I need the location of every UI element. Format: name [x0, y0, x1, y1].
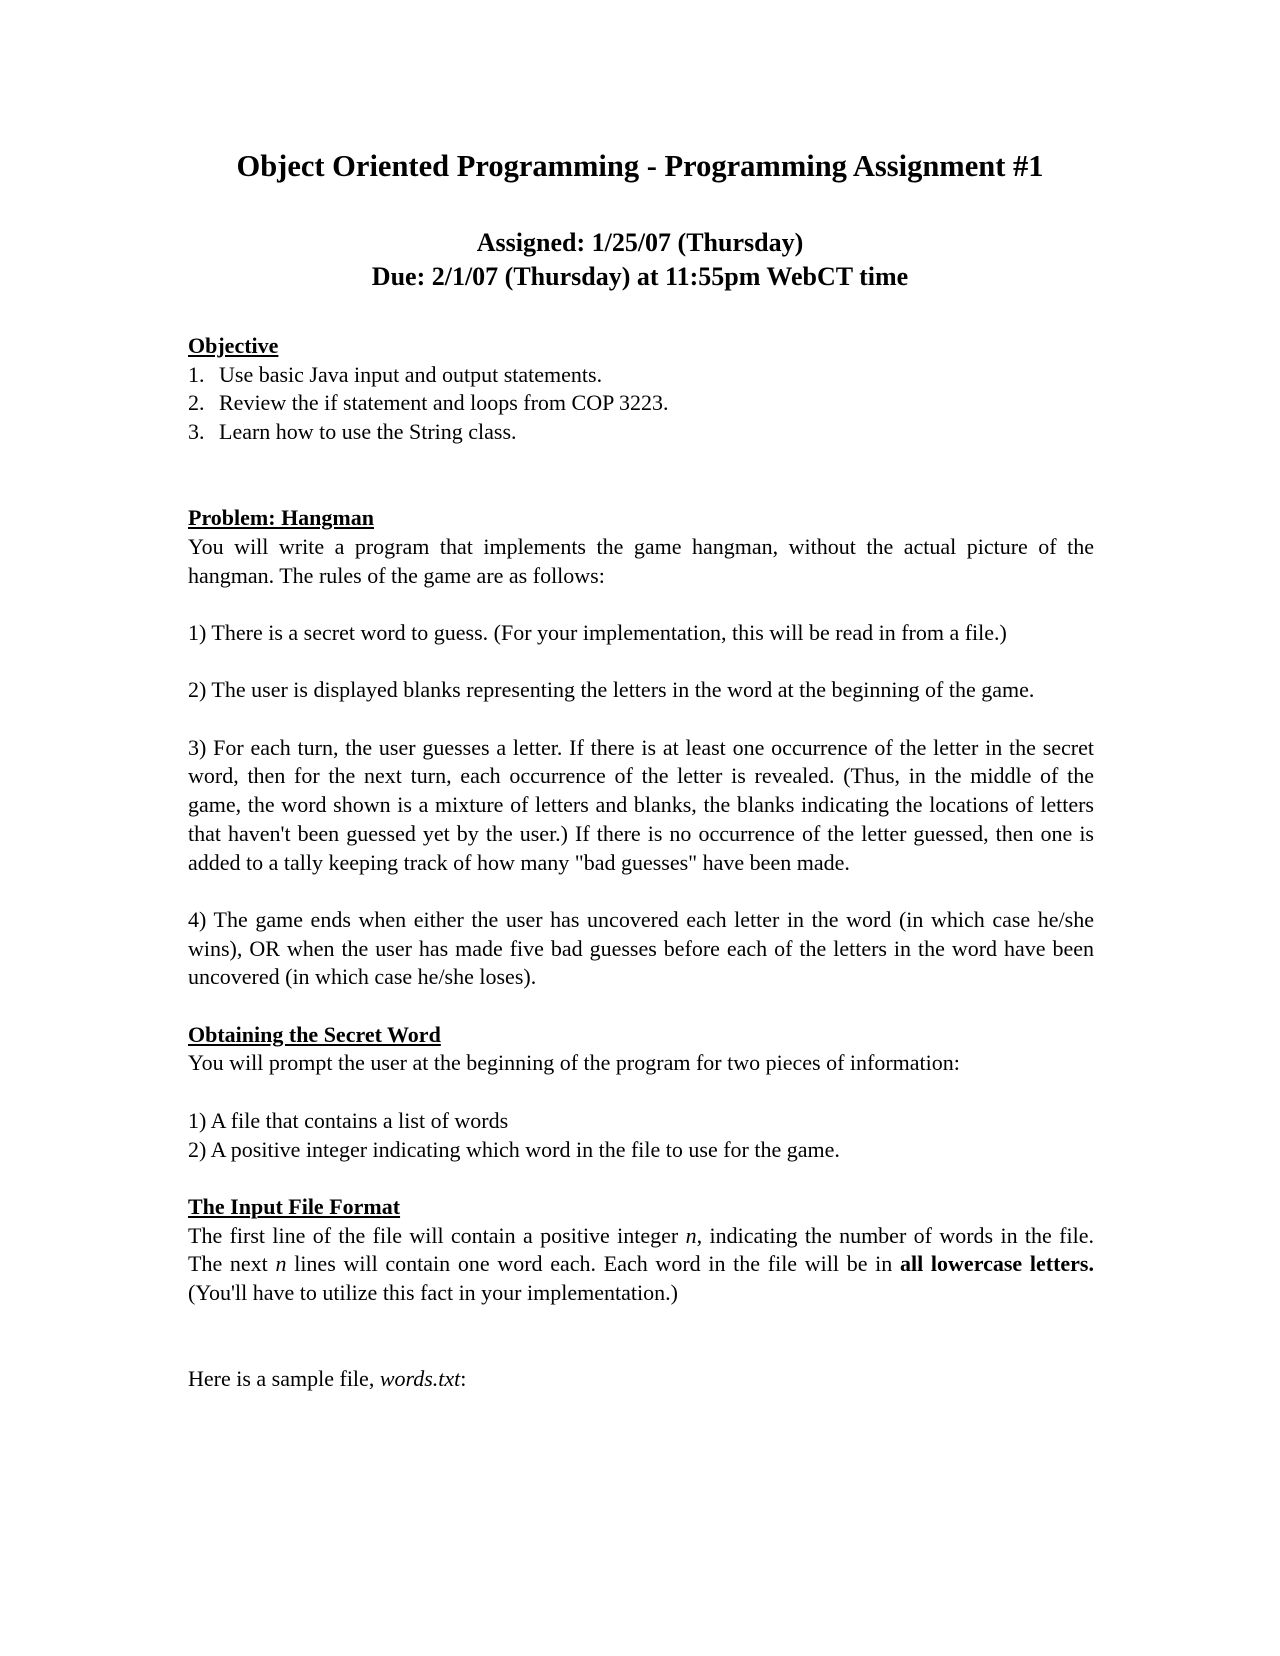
input-format-heading: The Input File Format — [188, 1193, 401, 1219]
objective-item — [188, 418, 1094, 447]
objective-list — [188, 361, 1094, 447]
rule-paragraph: 4) The game ends when either the user has uncovered each letter in the word (in which case he/she wins), OR when the user has made five bad guesses before each of the letters in the word have been uncovered (in which case he/she loses). — [188, 906, 1094, 990]
text-run: : — [460, 1366, 467, 1392]
objective-item-number: 1. — [188, 361, 205, 387]
italic-variable: n — [685, 1222, 697, 1248]
assignment-dates — [0, 226, 1280, 294]
secret-word-heading: Obtaining the Secret Word — [188, 1021, 441, 1047]
rule-paragraph: 1) There is a secret word to guess. (For your implementation, this will be read in from a file.) — [188, 620, 1007, 645]
text-run: lines will contain one word each. Each word in the file will be in — [286, 1251, 900, 1277]
secret-word-item: 1) A file that contains a list of words — [188, 1107, 509, 1133]
problem-heading: Problem: Hangman — [188, 505, 374, 531]
objective-heading: Objective — [188, 333, 279, 358]
objective-item-text: Review the if statement and loops from COP 3223. — [219, 390, 669, 416]
objective-item-text: Learn how to use the String class. — [219, 419, 517, 445]
rule-paragraph: 3) For each turn, the user guesses a letter. If there is at least one occurrence of the letter in the secret word, then for the next turn, each occurrence of the letter is revealed. (Thus, in the middle of the game, the word shown is a mixture of letters and blanks, the blanks indicating the locations of letters that haven't been guessed yet by the user.) If there is no occurrence of the letter guessed, then one is added to a tally keeping track of how many "bad guesses" have been made. — [188, 734, 1094, 875]
objective-item-number: 2. — [188, 390, 205, 416]
italic-variable: n — [275, 1251, 287, 1277]
problem-intro: You will write a program that implements the game hangman, without the actual picture of the hangman. The rules of the game are as follows: — [188, 533, 1094, 588]
assigned-date: Assigned: 1/25/07 (Thursday) — [476, 228, 804, 257]
secret-word-intro: You will prompt the user at the beginning of the program for two pieces of information: — [188, 1050, 960, 1076]
due-date: Due: 2/1/07 (Thursday) at 11:55pm WebCT time — [371, 262, 909, 291]
page-title: Object Oriented Programming - Programming Assignment #1 — [236, 149, 1044, 183]
objective-item — [188, 389, 1094, 418]
bold-emphasis: all lowercase letters. — [900, 1251, 1094, 1277]
text-run: , indicating the number of words in the file. The next — [188, 1222, 1094, 1277]
objective-item-number: 3. — [188, 419, 205, 445]
objective-item-text: Use basic Java input and output statements. — [219, 361, 603, 387]
sample-file-line — [188, 1365, 1094, 1394]
text-run: The first line of the file will contain a positive integer — [188, 1222, 686, 1248]
sample-file-name: words.txt — [379, 1366, 461, 1392]
text-run: Here is a sample file, — [188, 1366, 380, 1392]
secret-word-item: 2) A positive integer indicating which word in the file to use for the game. — [188, 1136, 840, 1162]
document-body — [188, 332, 1094, 1394]
input-format-paragraph — [188, 1222, 1094, 1308]
objective-item — [188, 361, 1094, 390]
text-run: (You'll have to utilize this fact in your implementation.) — [188, 1280, 678, 1306]
rule-paragraph: 2) The user is displayed blanks representing the letters in the word at the beginning of the game. — [188, 677, 1035, 703]
